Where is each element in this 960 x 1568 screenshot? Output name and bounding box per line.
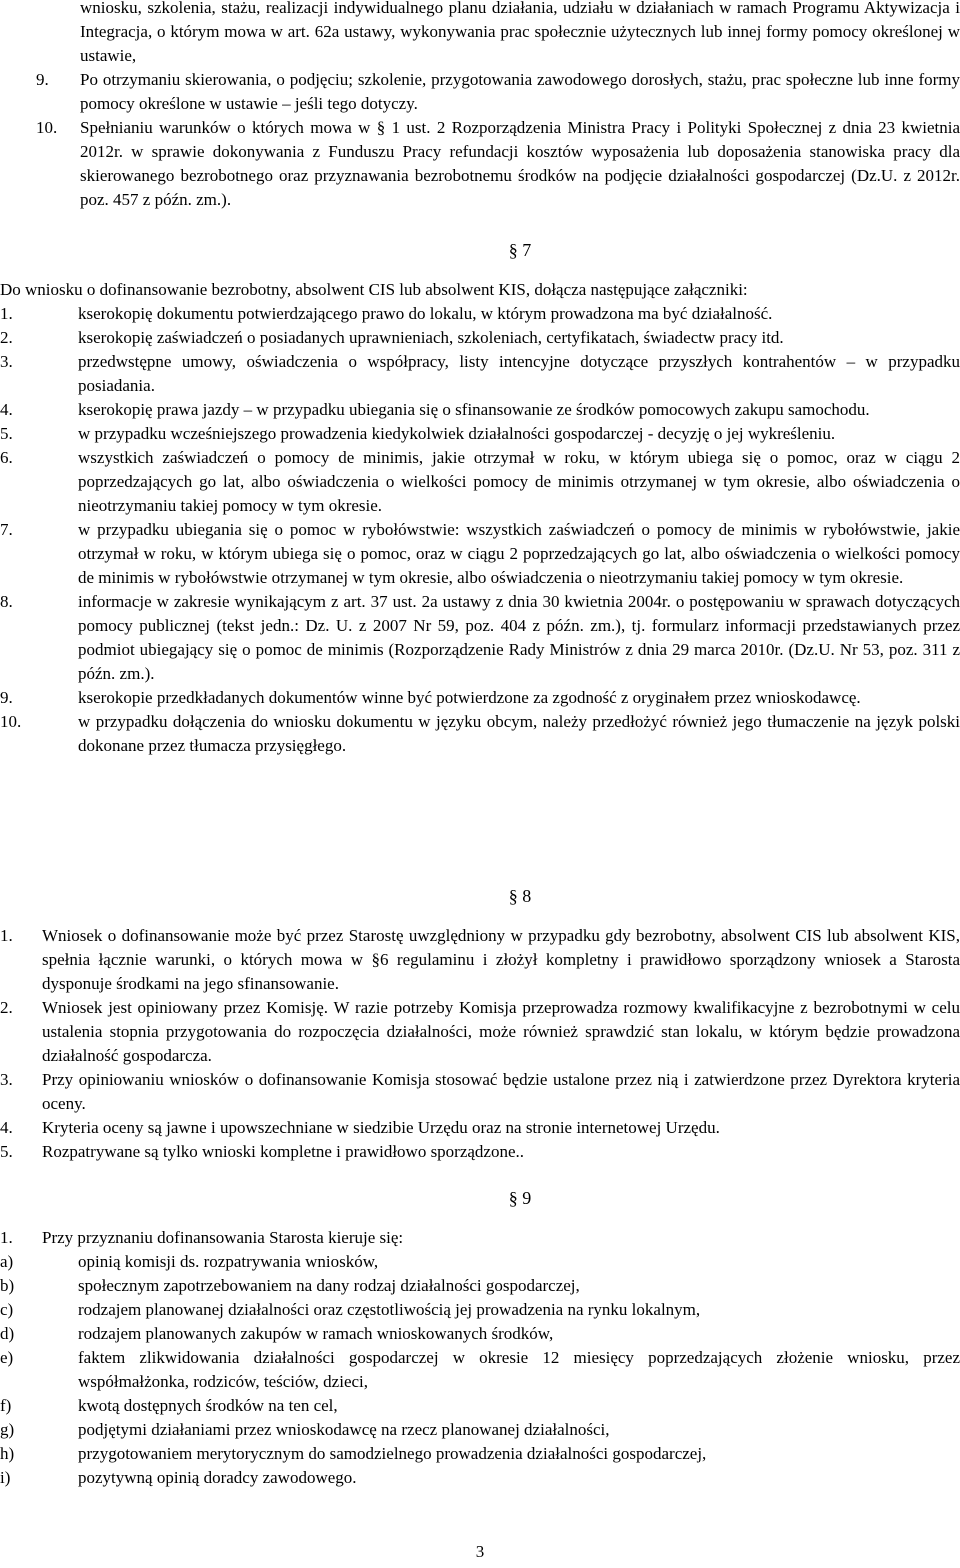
list-item-text: Po otrzymaniu skierowania, o podjęciu; szkolenie, przygotowania zawodowego dorosłych, stażu, prac społeczne lub inne formy pomocy określone w ustawie – jeśli tego dotyczy. xyxy=(80,70,960,113)
list-item-letter: g) xyxy=(0,1420,15,1439)
list-item-text: Wniosek jest opiniowany przez Komisję. W razie potrzeby Komisja przeprowadza rozmowy kwalifikacyjne z bezrobotnymi w celu ustalenia stopnia przygotowania do rozpoczęcia działalności, może również sprawdzić stan lokalu, w którym będzie prowadzona działalność gospodarcza. xyxy=(42,998,960,1065)
list-item xyxy=(0,68,960,116)
list-item xyxy=(0,1274,960,1298)
list-item-number: 7. xyxy=(0,520,13,539)
section-7-list xyxy=(0,302,960,758)
list-item xyxy=(0,518,960,590)
list-item xyxy=(0,710,960,758)
list-item-text: opinią komisji ds. rozpatrywania wniosków, xyxy=(78,1252,379,1271)
list-item-text: wniosku, szkolenia, stażu, realizacji indywidualnego planu działania, udziału w działaniach w ramach Programu Aktywizacja i Integracja, o którym mowa w art. 62a ustawy, wykonywania prac społecznie użytecznych lub innej formy pomocy określonej w ustawie, xyxy=(80,0,960,65)
list-item xyxy=(0,924,960,996)
list-item xyxy=(0,590,960,686)
list-item-number: 4. xyxy=(0,1118,13,1137)
list-item xyxy=(0,1322,960,1346)
list-item-text: kserokopię dokumentu potwierdzającego prawo do lokalu, w którym prowadzona ma być działalność. xyxy=(78,304,773,323)
list-item-number: 9. xyxy=(0,688,13,707)
list-item xyxy=(0,116,960,212)
list-item-number: 3. xyxy=(0,352,13,371)
section-8-heading: § 8 xyxy=(508,886,532,906)
list-item xyxy=(0,302,960,326)
list-item-text: informacje w zakresie wynikającym z art. 37 ust. 2a ustawy z dnia 30 kwietnia 2004r. o postępowaniu w sprawach dotyczących pomocy publicznej (tekst jedn.: Dz. U. z 2007 Nr 59, poz. 404 z późn. zm.), tj. formularz informacji przedstawianych przez podmiot ubiegający się o pomoc de minimis (Rozporządzenie Rady Ministrów z dnia 29 marca 2010r. (Dz.U. Nr 53, poz. 311 z późn. zm.). xyxy=(78,592,960,683)
list-item-text: przedwstępne umowy, oświadczenia o współpracy, listy intencyjne dotyczące przyszłych kontrahentów – w przypadku posiadania. xyxy=(78,352,960,395)
list-item-letter: i) xyxy=(0,1468,11,1487)
list-item-text: rodzajem planowanej działalności oraz częstotliwością jej prowadzenia na rynku lokalnym, xyxy=(78,1300,701,1319)
list-item xyxy=(0,686,960,710)
list-item-number: 9. xyxy=(36,70,49,89)
list-item-text: kserokopię prawa jazdy – w przypadku ubiegania się o sfinansowanie ze środków pomocowych zakupu samochodu. xyxy=(78,400,870,419)
section-9-list xyxy=(0,1226,960,1490)
list-item-number: 10. xyxy=(36,118,58,137)
list-item-text: kwotą dostępnych środków na ten cel, xyxy=(78,1396,338,1415)
list-item-number: 1. xyxy=(0,1228,13,1247)
list-item-text: społecznym zapotrzebowaniem na dany rodzaj działalności gospodarczej, xyxy=(78,1276,580,1295)
list-item xyxy=(0,1418,960,1442)
list-item-number: 1. xyxy=(0,304,13,323)
list-item xyxy=(0,1442,960,1466)
list-item-text: w przypadku dołączenia do wniosku dokumentu w języku obcym, należy przedłożyć również jego tłumaczenie na język polski dokonane przez tłumacza przysięgłego. xyxy=(78,712,960,755)
list-item xyxy=(0,1346,960,1394)
list-item xyxy=(0,1466,960,1490)
list-item-text: rodzajem planowanych zakupów w ramach wnioskowanych środków, xyxy=(78,1324,554,1343)
list-item-letter: b) xyxy=(0,1276,15,1295)
list-item xyxy=(0,0,960,68)
list-item xyxy=(0,1140,960,1164)
page-number: 3 xyxy=(475,1542,485,1561)
list-item xyxy=(0,996,960,1068)
list-item-text: Przy przyznaniu dofinansowania Starosta kieruje się: xyxy=(42,1228,404,1247)
list-item-number: 5. xyxy=(0,1142,13,1161)
list-item-text: faktem zlikwidowania działalności gospodarczej w okresie 12 miesięcy poprzedzających złożenie wniosku, przez współmałżonka, rodziców, teściów, dzieci, xyxy=(78,1348,960,1391)
list-item-text: kserokopie przedkładanych dokumentów winne być potwierdzone za zgodność z oryginałem przez wnioskodawcę. xyxy=(78,688,861,707)
list-item-number: 4. xyxy=(0,400,13,419)
section-9-heading: § 9 xyxy=(508,1188,532,1208)
list-item-letter: d) xyxy=(0,1324,15,1343)
list-item-number: 3. xyxy=(0,1070,13,1089)
list-item xyxy=(0,1394,960,1418)
list-item-text: kserokopię zaświadczeń o posiadanych uprawnieniach, szkoleniach, certyfikatach, świadectw pracy itd. xyxy=(78,328,784,347)
continuation-list xyxy=(0,0,960,212)
list-item-text: Wniosek o dofinansowanie może być przez Starostę uwzględniony w przypadku gdy bezrobotny, absolwent CIS lub absolwent KIS, spełnia łącznie warunki, o których mowa w §6 regulaminu i złożył kompletny i prawidłowo sporządzony wniosek a Starosta dysponuje środkami na jego sfinansowanie. xyxy=(42,926,960,993)
list-item-number: 2. xyxy=(0,328,13,347)
list-item-number: 10. xyxy=(0,712,22,731)
list-item-text: Spełnianiu warunków o których mowa w § 1 ust. 2 Rozporządzenia Ministra Pracy i Polityki Społecznej z dnia 23 kwietnia 2012r. w sprawie dokonywania z Funduszu Pracy refundacji kosztów wyposażenia lub doposażenia stanowiska pracy dla skierowanego bezrobotnego oraz przyznawania bezrobotnemu środków na podjęcie działalności gospodarczej (Dz.U. z 2012r. poz. 457 z późn. zm.). xyxy=(80,118,960,209)
section-7-intro: Do wniosku o dofinansowanie bezrobotny, absolwent CIS lub absolwent KIS, dołącza następujące załączniki: xyxy=(0,280,748,299)
list-item-number: 8. xyxy=(0,592,13,611)
section-7-heading: § 7 xyxy=(508,240,532,260)
list-item-text: podjętymi działaniami przez wnioskodawcę na rzecz planowanej działalności, xyxy=(78,1420,610,1439)
list-item-letter: f) xyxy=(0,1396,12,1415)
list-item xyxy=(0,446,960,518)
list-item xyxy=(0,326,960,350)
list-item-text: pozytywną opinią doradcy zawodowego. xyxy=(78,1468,357,1487)
list-item-text: Rozpatrywane są tylko wnioski kompletne i prawidłowo sporządzone.. xyxy=(42,1142,525,1161)
list-item-number: 2. xyxy=(0,998,13,1017)
list-item-text: w przypadku ubiegania się o pomoc w rybołówstwie: wszystkich zaświadczeń o pomocy de minimis w rybołówstwie, jakie otrzymał w roku, w którym ubiega się o pomoc, oraz w ciągu 2 poprzedzających go lat, albo oświadczenia o wielkości pomocy de minimis w rybołówstwie otrzymanej w tym okresie, albo oświadczenia o nieotrzymaniu takiej pomocy w tym okresie. xyxy=(78,520,960,587)
list-item-text: w przypadku wcześniejszego prowadzenia kiedykolwiek działalności gospodarczej - decyzję o jej wykreśleniu. xyxy=(78,424,836,443)
list-item-number: 5. xyxy=(0,424,13,443)
list-item-letter: a) xyxy=(0,1252,14,1271)
list-item-text: wszystkich zaświadczeń o pomocy de minimis, jakie otrzymał w roku, w którym ubiega się o pomoc, oraz w ciągu 2 poprzedzających go lat, albo oświadczenia o wielkości pomocy de minimis otrzymanej w tym okresie, albo oświadczenia o nieotrzymaniu takiej pomocy w tym okresie. xyxy=(78,448,960,515)
list-item xyxy=(0,1116,960,1140)
list-item xyxy=(0,1298,960,1322)
list-item-number: 1. xyxy=(0,926,13,945)
list-item xyxy=(0,1250,960,1274)
list-item-letter: c) xyxy=(0,1300,14,1319)
list-item-text: przygotowaniem merytorycznym do samodzielnego prowadzenia działalności gospodarczej, xyxy=(78,1444,707,1463)
list-item-letter: e) xyxy=(0,1348,14,1367)
list-item-number: 6. xyxy=(0,448,13,467)
list-item xyxy=(0,1068,960,1116)
list-item xyxy=(0,350,960,398)
list-item xyxy=(0,398,960,422)
list-item-text: Przy opiniowaniu wniosków o dofinansowanie Komisja stosować będzie ustalone przez nią i zatwierdzone przez Dyrektora kryteria oceny. xyxy=(42,1070,960,1113)
section-9-intro xyxy=(0,1226,960,1250)
list-item-text: Kryteria oceny są jawne i upowszechniane w siedzibie Urzędu oraz na stronie internetowej Urzędu. xyxy=(42,1118,720,1137)
section-8-list xyxy=(0,924,960,1164)
list-item xyxy=(0,422,960,446)
list-item-letter: h) xyxy=(0,1444,15,1463)
